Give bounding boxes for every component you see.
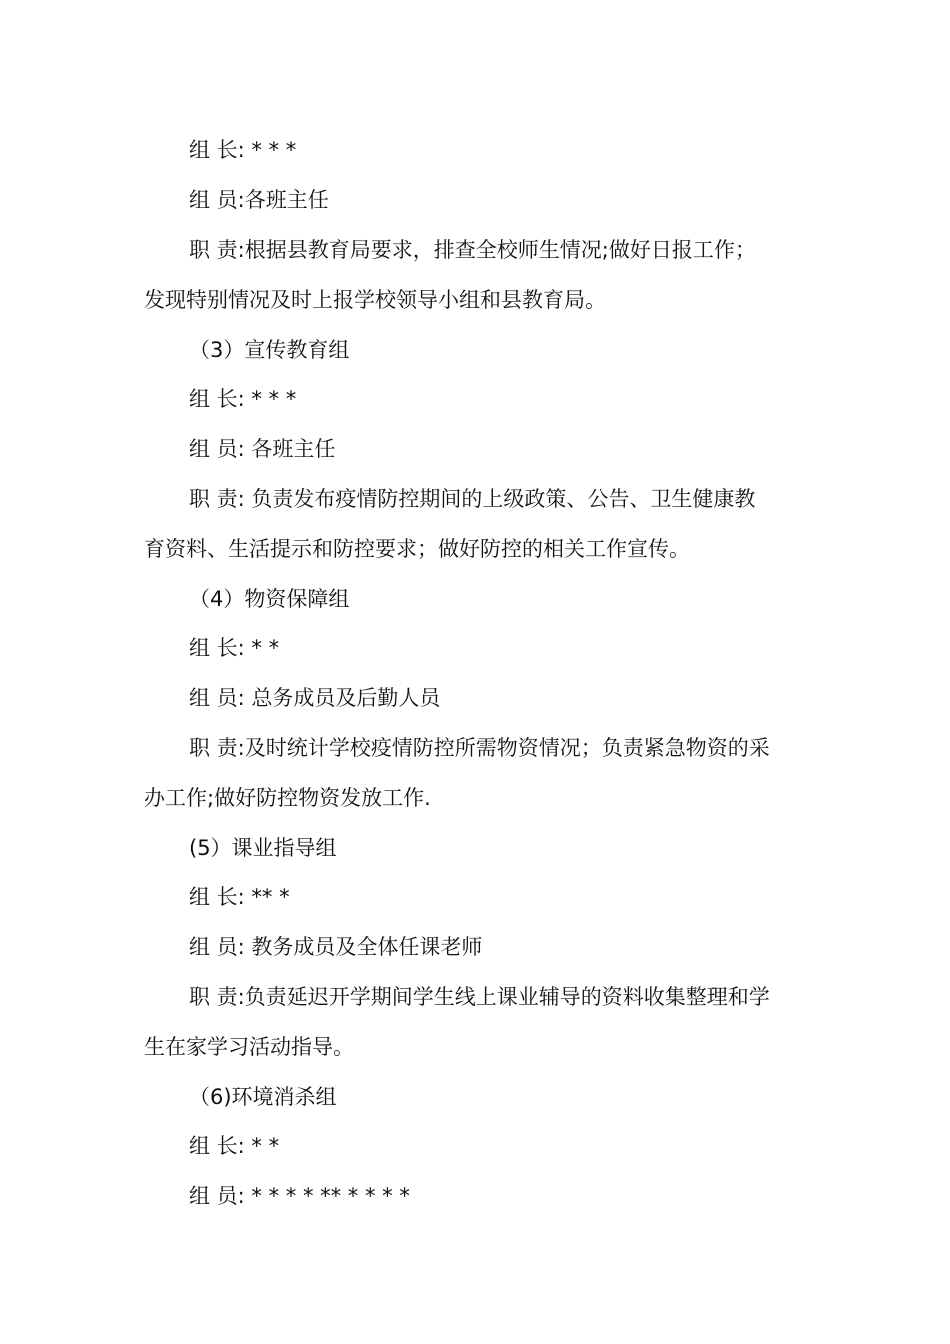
leader-line-2: 组 长: * * *: [189, 138, 297, 162]
members-line-2: 组 员:各班主任: [189, 188, 329, 212]
section-heading-3: （3）宣传教育组: [189, 338, 350, 362]
section-heading-4: （4）物资保障组: [189, 587, 350, 611]
members-line-6: 组 员: * * * * ** * * * *: [189, 1184, 410, 1208]
leader-line-5: 组 长: ** *: [189, 885, 290, 909]
leader-line-4: 组 长: * *: [189, 636, 280, 660]
duty-line-2: 职 责:根据县教育局要求，排查全校师生情况;做好日报工作；: [189, 238, 756, 262]
members-line-3: 组 员: 各班主任: [189, 437, 336, 461]
duty-line-2-cont: 发现特别情况及时上报学校领导小组和县教育局。: [144, 288, 606, 312]
duty-line-3: 职 责: 负责发布疫情防控期间的上级政策、公告、卫生健康教: [189, 487, 756, 511]
members-line-4: 组 员: 总务成员及后勤人员: [189, 686, 441, 710]
leader-line-6: 组 长: * *: [189, 1134, 280, 1158]
leader-line-3: 组 长: * * *: [189, 387, 297, 411]
duty-line-3-cont: 育资料、生活提示和防控要求；做好防控的相关工作宣传。: [144, 537, 690, 561]
duty-line-4-cont: 办工作;做好防控物资发放工作.: [144, 786, 431, 810]
duty-line-5: 职 责:负责延迟开学期间学生线上课业辅导的资料收集整理和学: [189, 985, 770, 1009]
section-heading-5: (5）课业指导组: [189, 836, 337, 860]
section-heading-6: （6)环境消杀组: [189, 1085, 337, 1109]
duty-line-4: 职 责:及时统计学校疫情防控所需物资情况；负责紧急物资的采: [189, 736, 770, 760]
duty-line-5-cont: 生在家学习活动指导。: [144, 1035, 354, 1059]
members-line-5: 组 员: 教务成员及全体任课老师: [189, 935, 483, 959]
